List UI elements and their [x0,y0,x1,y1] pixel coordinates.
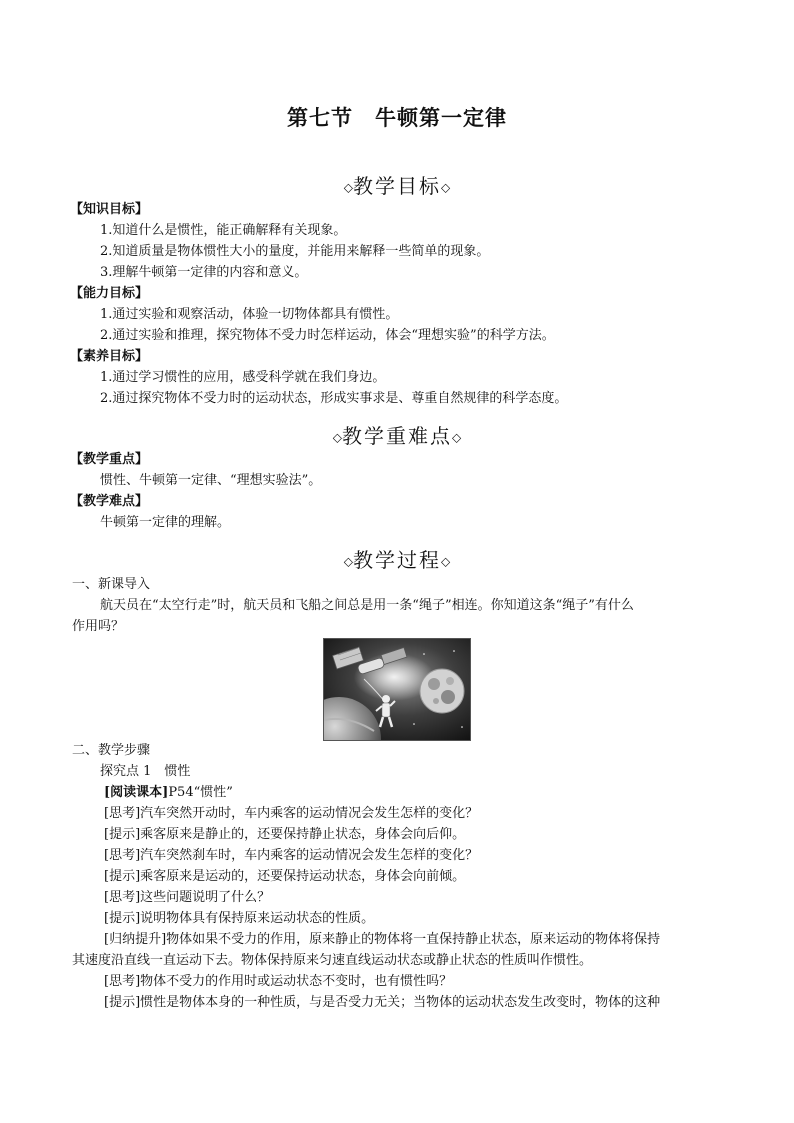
diamond-icon: ◇ [332,430,342,445]
think-tag: [思考] [104,848,141,863]
think-line: [思考]这些问题说明了什么？ [104,890,271,905]
ability-goal-heading: 【能力目标】 [70,286,149,301]
read-textbook-tag: [阅读课本] [104,785,169,800]
literacy-goal-item: 1.通过学习惯性的应用，感受科学就在我们身边。 [100,370,386,385]
diamond-icon: ◇ [452,430,462,445]
intro-paragraph-line: 航天员在“太空行走”时，航天员和飞船之间总是用一条“绳子”相连。你知道这条“绳子”有什么 [100,598,634,613]
hint-tag: [提示] [104,827,141,842]
think-tag: [思考] [104,890,141,905]
think-tag: [思考] [104,806,141,821]
hint-tag: [提示] [104,911,141,926]
diamond-icon: ◇ [441,180,451,195]
hint-line: [提示]乘客原来是静止的，还要保持静止状态，身体会向后仰。 [104,827,466,842]
diamond-icon: ◇ [441,554,451,569]
knowledge-goal-item: 2.知道质量是物体惯性大小的量度，并能用来解释一些简单的现象。 [100,244,490,259]
hint-line: [提示]惯性是物体本身的一种性质，与是否受力无关；当物体的运动状态发生改变时，物体的这种 [104,995,661,1010]
literacy-goal-item: 2.通过探究物体不受力时的运动状态，形成实事求是、尊重自然规律的科学态度。 [100,391,568,406]
hint-tag: [提示] [104,995,141,1010]
focus-text: 惯性、牛顿第一定律、“理想实验法”。 [100,473,322,488]
title-section-number: 第七节 [287,106,353,130]
summary-line-continued: 其速度沿直线一直运动下去。物体保持原来匀速直线运动状态或静止状态的性质叫作惯性。 [72,953,593,968]
intro-heading: 一、新课导入 [72,577,151,592]
think-line: [思考]汽车突然刹车时，车内乘客的运动情况会发生怎样的变化？ [104,848,479,863]
read-textbook-line: [阅读课本]P54“惯性” [104,785,233,800]
diamond-icon: ◇ [343,554,353,569]
spacewalk-illustration [323,638,471,741]
steps-heading: 二、教学步骤 [72,743,151,758]
ability-goal-item: 2.通过实验和推理，探究物体不受力时怎样运动，体会“理想实验”的科学方法。 [100,328,555,343]
section-heading-goals: ◇教学目标◇ [343,174,451,198]
diamond-icon: ◇ [343,180,353,195]
section-heading-process: ◇教学过程◇ [343,548,451,572]
page-title [0,102,794,132]
focus-heading: 【教学重点】 [70,452,149,467]
title-text: 牛顿第一定律 [375,106,507,130]
intro-paragraph-line: 作用吗？ [72,619,125,634]
inquiry-point-heading: 探究点 1 惯性 [100,764,191,779]
knowledge-goal-heading: 【知识目标】 [70,202,149,217]
section-heading-keypoints: ◇教学重难点◇ [332,424,462,448]
knowledge-goal-item: 1.知道什么是惯性，能正确解释有关现象。 [100,223,347,238]
ability-goal-item: 1.通过实验和观察活动，体验一切物体都具有惯性。 [100,307,399,322]
summary-line: [归纳提升]物体如果不受力的作用，原来静止的物体将一直保持静止状态，原来运动的物体将保持 [104,932,661,947]
difficulty-text: 牛顿第一定律的理解。 [100,515,231,530]
literacy-goal-heading: 【素养目标】 [70,349,149,364]
difficulty-heading: 【教学难点】 [70,494,149,509]
think-line: [思考]汽车突然开动时，车内乘客的运动情况会发生怎样的变化？ [104,806,479,821]
hint-line: [提示]说明物体具有保持原来运动状态的性质。 [104,911,375,926]
hint-tag: [提示] [104,869,141,884]
think-tag: [思考] [104,974,141,989]
spacewalk-image [324,639,470,740]
hint-line: [提示]乘客原来是运动的，还要保持运动状态，身体会向前倾。 [104,869,466,884]
think-line: [思考]物体不受力的作用时或运动状态不变时，也有惯性吗？ [104,974,453,989]
summary-tag: [归纳提升] [104,932,167,947]
knowledge-goal-item: 3.理解牛顿第一定律的内容和意义。 [100,265,308,280]
